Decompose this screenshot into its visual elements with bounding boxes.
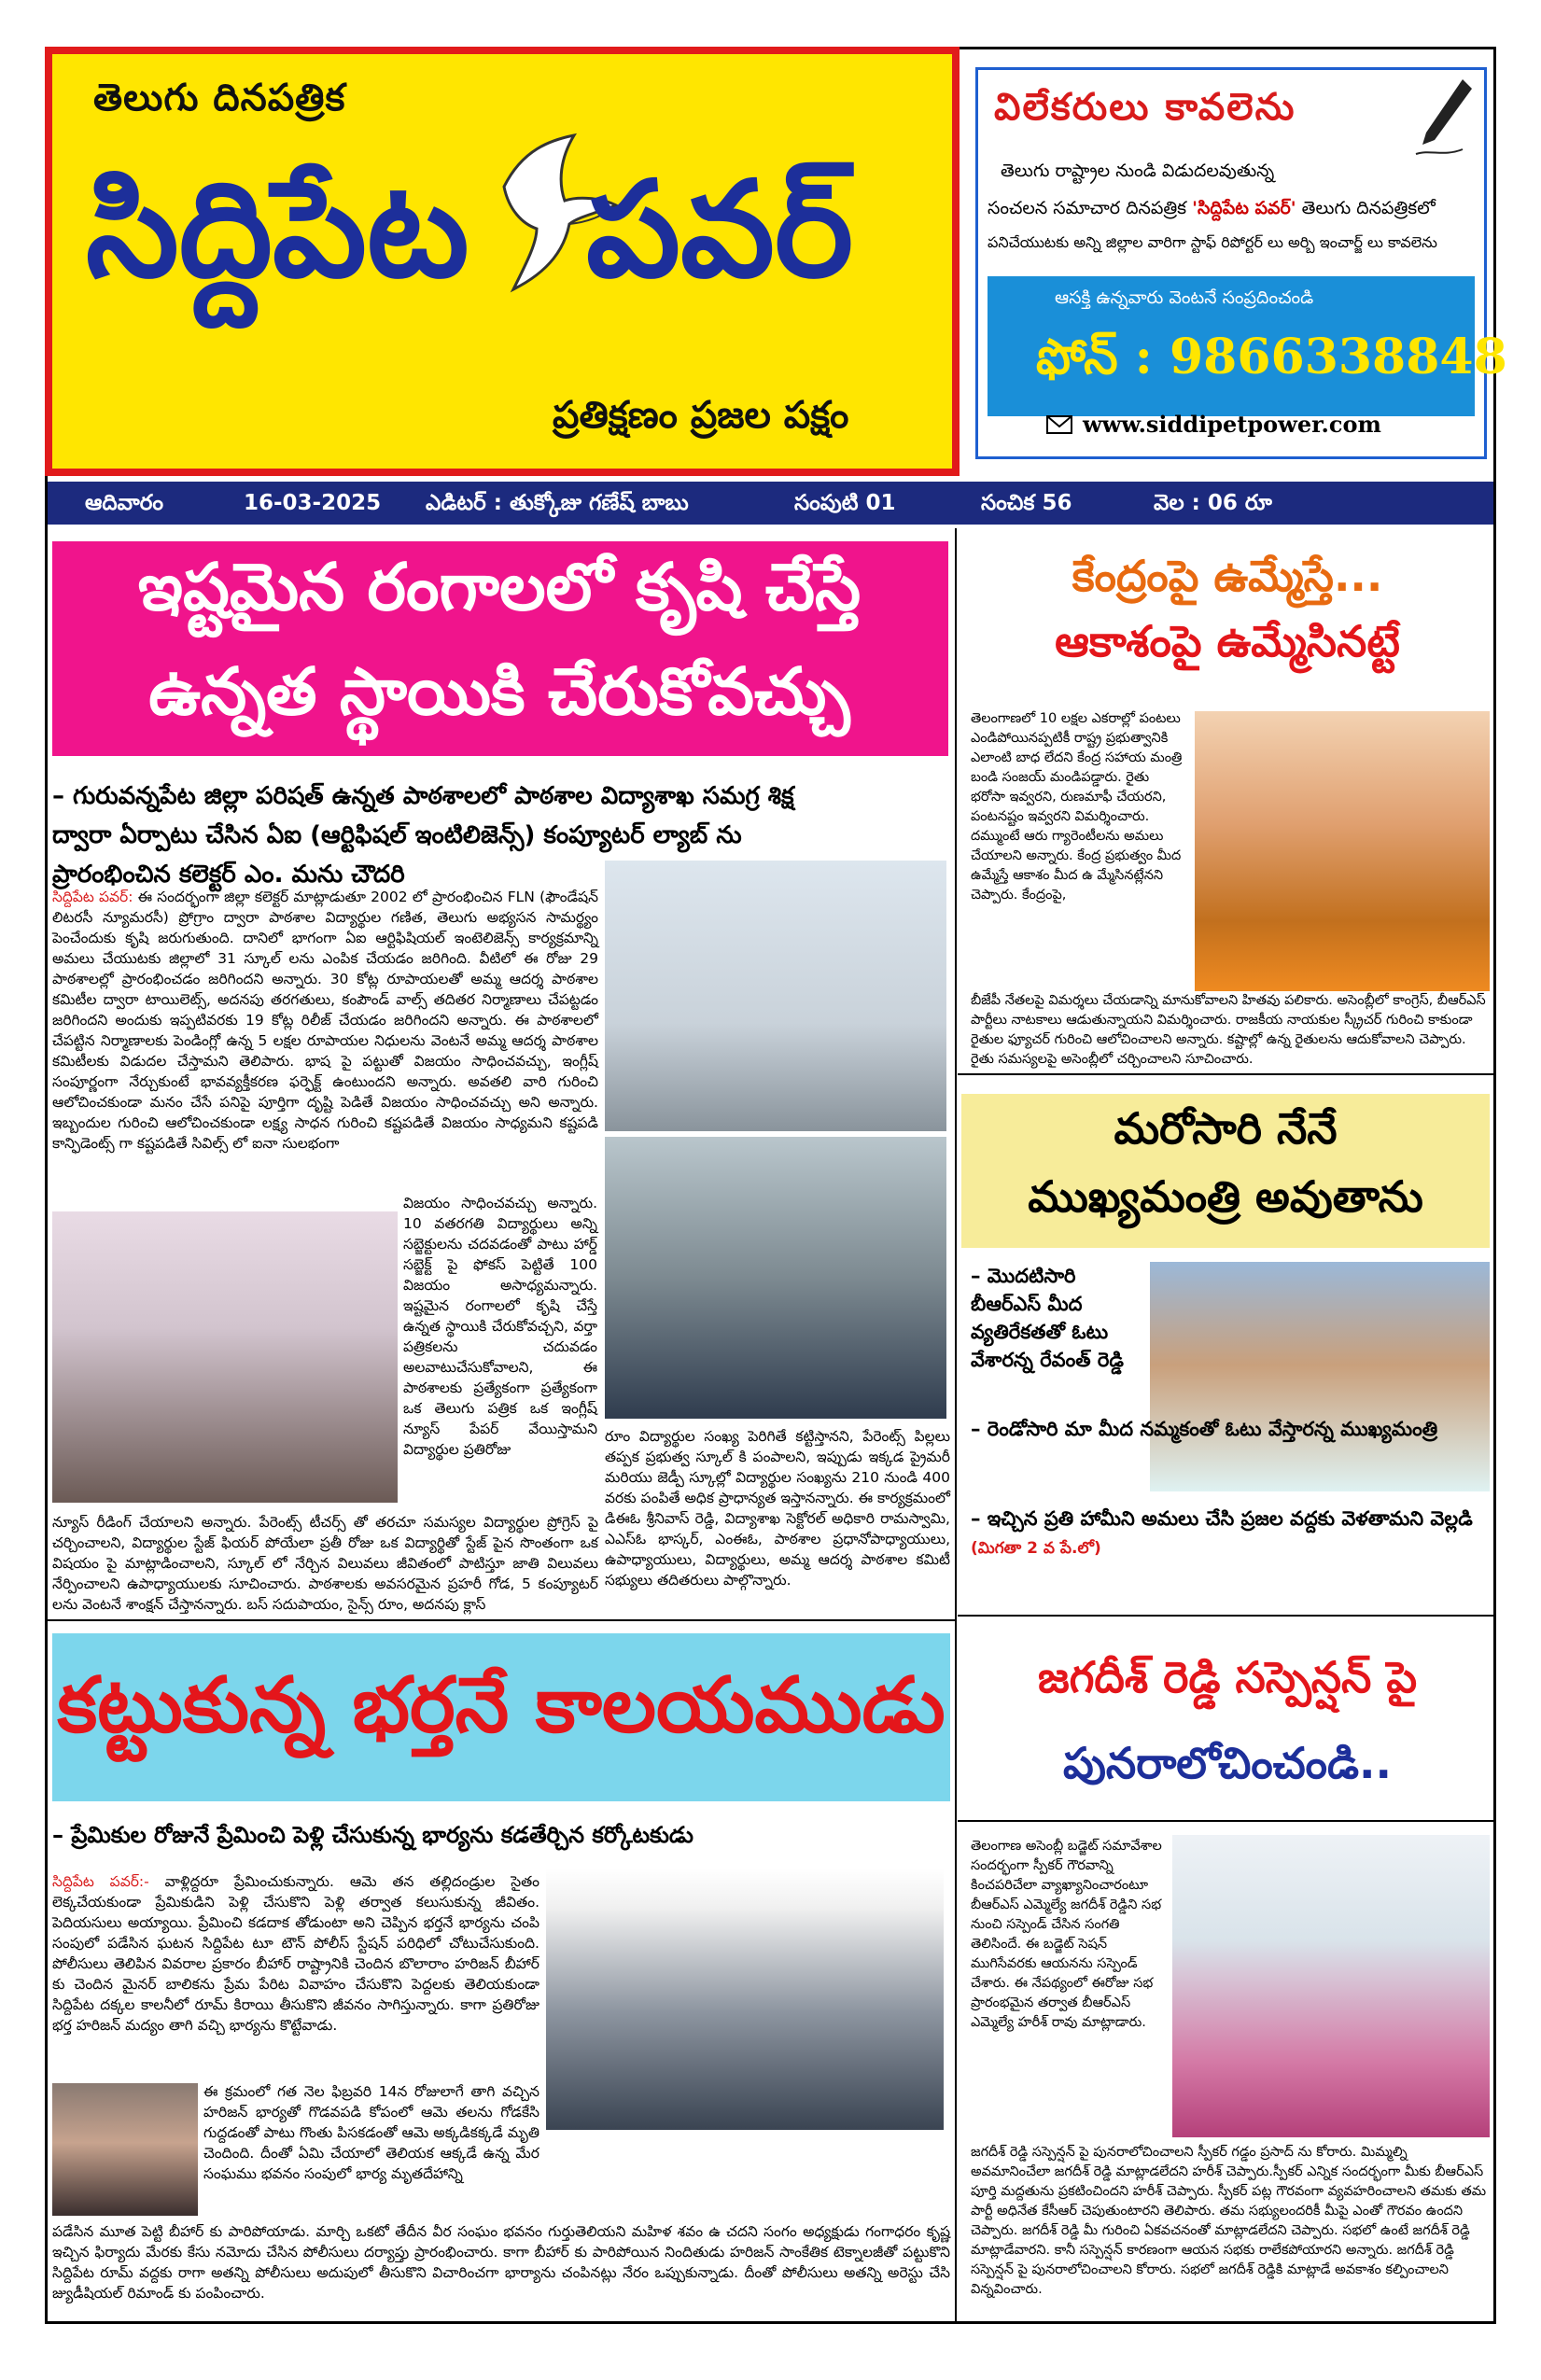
news-photo-students-officials: [52, 1211, 398, 1503]
masthead-name-part1: సిద్దిపేట: [86, 152, 469, 307]
article4-bullet3-text: – ఇచ్చిన ప్రతి హామీని అమలు చేసి ప్రజల వద్దకు వెళతామని వెల్లడి: [971, 1507, 1473, 1530]
article1-subhead: – గురువన్నపేట జిల్లా పరిషత్ ఉన్నత పాఠశాలలో పాఠశాల విద్యాశాఖ సమగ్ర శిక్ష ద్వారా ఏర్పాటు చేసిన ఏఐ (ఆర్టిఫిషల్ ఇంటిలిజెన్స్) కంప్యూటర్ ల్యాబ్ ను ప్రారంభించిన కలెక్టర్ ఎం. మను చౌదరి: [52, 782, 794, 889]
article1-headline-line2: ఉన్నత స్థాయికి చేరుకోవచ్చు: [148, 653, 850, 730]
article3-body: తెలంగాణలో 10 లక్షల ఎకరాల్లో పంటలు ఎండిపోయినప్పటికీ రాష్ట్ర ప్రభుత్వానికి ఎలాంటి బాధ లేదని కేంద్ర సహాయ మంత్రి బండి సంజయ్ మండిపడ్డారు. రైతు భరోసా ఇవ్వరని, రుణమాఫీ చేయరని, పంటనష్టం ఇవ్వరని విమర్శించారు. దమ్ముంటే ఆరు గ్యారెంటీలను అమలు చేయాలని అన్నారు. కేంద్ర ప్రభుత్వం మీద ఉమ్మేస్తే ఆకాశం మీద ఉ మ్మేసినట్లేనని చెప్పారు. కేంద్రంపై,: [971, 711, 1183, 903]
article4-headline-line1: మరోసారి నేనే: [1114, 1103, 1338, 1154]
masthead-tagline: ప్రతిక్షణం ప్రజల పక్షం: [553, 394, 849, 437]
article2-body-2: ఈ క్రమంలో గత నెల ఫిబ్రవరి 14న రోజులాగే తాగి వచ్చిన హరిజన్ భార్యతో గొడవపడి కోపంలో ఆమె తలను గోడకేసి గుద్దడంతో పాటు గొంతు పిసకడంతో ఆమె అక్కడికక్కడే మృతి చెందింది. దీంతో ఏమి చేయాలో తెలియక ఆక్కడే ఉన్న మేర సంఘము భవనం సంపులో భార్య మృతదేహాన్ని: [203, 2083, 539, 2182]
news-photo-ai-lab-inauguration: [605, 861, 946, 1131]
article4-headline-line2: ముఖ్యమంత్రి అవుతాను: [1028, 1171, 1423, 1222]
article1-body-4: రూం విద్యార్థుల సంఖ్య పెరిగితే కట్టిస్తానని, పేరెంట్స్ పిల్లలు తప్పక ప్రభుత్వ స్కూల్ కి పంపాలని, ఇప్పుడు ఇక్కడ ప్రైమరీ మరియు జెడ్పీ స్కూల్లో విద్యార్థుల సంఖ్యను 210 నుండి 400 వరకు పంపితే అధిక ప్రాధాన్యత ఇస్తానన్నారు. ఈ కార్యక్రమంలో డిఈఓ శ్రీనివాస్ రెడ్డి, విద్యాశాఖ సెక్టోరల్ అధికారి రామస్వామి, ఎఎస్ఓ భాస్కర్, ఎంఈఓ, పాఠశాల ప్రధానోపాధ్యాయులు, ఉపాధ్యాయులు, విద్యార్థులు, అమ్మ ఆదర్శ పాఠశాల కమిటీ సభ్యులు తదితరులు పాల్గొన్నారు.: [605, 1428, 950, 1589]
article3-headline-line2: ఆకాశంపై ఉమ్మేసినట్టే: [1055, 616, 1400, 666]
divider: [958, 1820, 1493, 1822]
article5-headline-line2: పునరాలోచించండి..: [1063, 1738, 1392, 1788]
article1-headline-line1: ఇష్టమైన రంగాలలో కృషి చేస్తే: [137, 549, 862, 625]
advert-line2-name: 'సిద్దిపేట పవర్': [1192, 198, 1296, 218]
issue-date: 16-03-2025: [244, 491, 382, 515]
article2-byline: సిద్దిపేట పవర్:-: [52, 1873, 149, 1890]
column-divider: [955, 528, 957, 2322]
news-photo-police-press-meet: [546, 1869, 944, 2130]
advert-line2: [988, 198, 1436, 223]
article2-body-3: పడేసిన మూత పెట్టి బీహార్ కు పారిపోయాడు. మార్చి ఒకటో తేదీన వీర సంఘం భవనం గుర్తుతెలియని మహిళ శవం ఉ చదని సంగం అధ్యక్షుడు గంగాధరం కృష్ణ ఇచ్చిన ఫిర్యాదు మేరకు కేసు నమోదు చేసిన పోలీసులు దర్యాప్తు ప్రారంభించారు. కాగా బీహార్ కు పారిపోయిన నిందితుడు హరిజన్ సాంకేతిక టెక్నాలజీతో పట్టుకొని సిద్దిపేట రూమ్ వద్దకు రాగా అతన్ని పోలీసులు అదుపులో తీసుకొని విచారించగా భార్యాను చంపినట్లు నేరం ఒప్పుకున్నాడు. దీంతో పోలీసులు అతన్ని అరెస్టు చేసి జ్యుడీషియల్ రిమాండ్ కు పంపించారు.: [52, 2223, 950, 2302]
masthead-subtitle: తెలుగు దినపత్రిక: [93, 77, 346, 119]
article5-body-2: జగదీశ్ రెడ్డి సస్పెన్షన్ పై పునరాలోచించాలని స్పీకర్ గడ్డం ప్రసాద్ ను కోరారు. మిమ్మల్ని అవమానించేలా జగదీశ్ రెడ్డి మాట్లాడలేదని హరీశ్ చెప్పారు.స్పీకర్ ఎన్నిక సందర్భంగా మీకు బీఆర్ఎస్ పూర్తి మద్దతును ప్రకటించిందని హరీశ్ చెప్పారు. స్పీకర్ పట్ల గౌరవంగా వ్యవహరించాలని తమకు తమ పార్టీ అధినేత కేసీఆర్ చెపుతుంటారని తెలిపారు. తమ సభ్యులందరికీ మీపై ఎంతో గౌరవం ఉందని చెప్పారు. జగదీశ్ రెడ్డి మీ గురించి ఏకవచనంతో మాట్లాడలేదని చెప్పారు. సభలో ఉంటే జగదీశ్ రెడ్డి మాట్లాడేవారని. కానీ సస్పెన్షన్ కారణంగా ఆయన సభకు రాలేకపోయారని అన్నారు. జగదీశ్ రెడ్డి సస్పెన్షన్ పై పునరాలోచించాలని కోరారు. సభలో జగదీశ్ రెడ్డికి మాట్లాడే అవకాశం కల్పించాలని విన్నవించారు.: [971, 2145, 1487, 2297]
pen-icon: [1411, 75, 1477, 159]
article5-headline-line1: జగదీశ్ రెడ్డి సస్పెన్షన్ పై: [1037, 1652, 1418, 1702]
price: వెల : 06 రూ: [1154, 491, 1272, 515]
article2-body: [52, 1871, 539, 2036]
advert-phone: ఫోన్ : 9866338848: [1036, 329, 1507, 385]
news-photo-bandi-sanjay: [1195, 711, 1490, 991]
editor-name: ఎడిటర్ : తుక్కోజు గణేష్ బాబు: [426, 491, 689, 515]
article3-body-2: బీజేపీ నేతలపై విమర్శలు చేయడాన్ని మానుకోవాలని హితవు పలికారు. అసెంబ్లీలో కాంగ్రెస్, బీఆర్ఎస్ పార్టీలు నాటకాలు ఆడుతున్నాయని విమర్శించారు. రాజకీయ నాయకుల స్క్రీచర్ గురించి కాకుండా రైతుల ఫ్యూచర్ గురించి ఆలోచించాలని అన్నారు. కష్టాల్లో ఉన్న రైతులను ఆదుకోవాలని చెప్పారు. రైతు సమస్యలపై అసెంబ్లీలో చర్చించాలని సూచించారు.: [971, 993, 1486, 1067]
advert-cta: ఆసక్తి ఉన్నవారు వెంటనే సంప్రదించండి: [1055, 287, 1314, 308]
advert-line2-prefix: సంచలన సమాచార దినపత్రిక: [988, 198, 1187, 218]
divider: [958, 1615, 1493, 1617]
news-photo-revanth-reddy: [1150, 1262, 1490, 1491]
news-photo-harish-rao: [1172, 1835, 1490, 2137]
article4-bullet2: – రెండోసారి మా మీద నమ్మకంతో ఓటు వేస్తారన్న ముఖ్యమంత్రి: [971, 1418, 1438, 1440]
article2-subhead: – ప్రేమికుల రోజునే ప్రేమించి పెళ్లి చేసుకున్న భార్యను కడతేర్చిన కర్కోటకుడు: [52, 1822, 693, 1848]
volume-number: సంపుటి 01: [794, 491, 896, 515]
article4-bullet1: – మొదటిసారి బీఆర్ఎస్ మీద వ్యతిరేకతతో ఓటు వేశారన్న రేవంత్ రెడ్డి: [971, 1265, 1124, 1371]
article1-body-text: ఈ సందర్భంగా జిల్లా కలెక్టర్ మాట్లాడుతూ 2002 లో ప్రారంభించిన FLN (ఫౌండేషన్ లిటరసీ న్యూమరసీ) ప్రోగ్రాం ద్వారా పాఠశాల విద్యార్థుల గణిత, తెలుగు అభ్యసన సామర్థ్యం పెంచేందుకు కృషి జరుగుతుంది. దానిలో భాగంగా ఏఐ ఆర్టిఫిషియల్ ఇంటెలిజెన్స్ కార్యక్రమాన్ని అమలు చేయుటకు జిల్లాలో 31 స్కూల్ లను ఎంపిక చేయడం జరిగింది. వీటిలో ఈ రోజు 29 పాఠశాలల్లో ప్రారంభించడం జరిగిందని అన్నారు. 30 కోట్ల రూపాయలతో అమ్మ ఆదర్శ పాఠశాల కమిటీల ద్వారా టాయిలెట్స్, అదనపు తరగతులు, కంపౌండ్ వాల్స్ తదితర నిర్మాణాలు చేపట్టడం జరిగిందని అందుకు ఇప్పటివరకు 19 కోట్ల రిలీజ్ చేయడం జరిగిందని అన్నారు. ఈ పాఠశాలలో చేపట్టిన నిర్మాణాలకు పెండింగ్లో ఉన్న 5 లక్షల రూపాయల నిధులను వెంటనే అమ్మ ఆదర్శ పాఠశాల కమిటీలకు విడుదల చేస్తామని తెలిపారు. భాష పై పట్టుతో విజయం సాధించవచ్చు, ఇంగ్లీష్ సంపూర్ణంగా నేర్చుకుంటే భావవ్యక్తీకరణ ఫర్ఫెక్ట్ ఉంటుందని అన్నారు. అవతలి వారి గురించి ఆలోచించకుండా మనం చేసే పనిపై పూర్తిగా దృష్టి పెడితే విజయం సాధించవచ్చు అని అన్నారు. ఇబ్బందుల గురించి ఆలోచించకుండా లక్ష్య సాధన గురించి కష్టపడితే విజయం సాధ్యమని కష్టపడి కాన్ఫిడెంట్స్ గా కష్టపడితే సివిల్స్ లో ఐనా సులభంగా: [52, 889, 598, 1152]
issue-number: సంచిక 56: [981, 491, 1072, 515]
article1-body-2: విజయం సాధించవచ్చు అన్నారు. 10 వతరగతి విద్యార్థులు అన్ని సబ్జెక్టులను చదవడంతో పాటు హార్డ్ సబ్జెక్ట్ పై ఫోకస్ పెట్టితే 100 విజయం అసాధ్యమన్నారు. ఇష్టమైన రంగాలలో కృషి చేస్తే ఉన్నత స్థాయికి చేరుకోవచ్చని, వర్తా పత్రికలను చదువడం అలవాటుచేసుకోవాలని, ఈ పాఠశాలకు ప్రత్యేకంగా ప్రత్యేకంగా ఒక తెలుగు పత్రిక ఒక ఇంగ్లీష్ న్యూస్ పేపర్ వేయిస్తామని విద్యార్థుల ప్రతిరోజు: [403, 1195, 597, 1458]
article5-body: తెలంగాణ అసెంబ్లీ బడ్జెట్ సమావేశాల సందర్భంగా స్పీకర్ గౌరవాన్ని కించపరిచేలా వ్యాఖ్యానించారంటూ బీఆర్ఎస్ ఎమ్మెల్యే జగదీశ్ రెడ్డిని సభ నుంచి సస్పెండ్ చేసిన సంగతి తెలిసిందే. ఈ బడ్జెట్ సెషన్ ముగిసేవరకు ఆయనను సస్పెండ్ చేశారు. ఈ నేపథ్యంలో ఈరోజు సభ ప్రారంభమైన తర్వాత బీఆర్ఎస్ ఎమ్మెల్యే హరీశ్ రావు మాట్లాడారు.: [971, 1839, 1162, 2030]
mail-icon: [1045, 411, 1073, 437]
advert-line3: పనిచేయుటకు అన్ని జిల్లాల వారిగా స్టాఫ్ రిపోర్టర్ లు అర్బి ఇంచార్జ్ లు కావలెను: [988, 233, 1437, 251]
advert-line2-suffix: తెలుగు దినపత్రికలో: [1301, 198, 1436, 218]
article1-byline: సిద్దిపేట పవర్:: [52, 889, 133, 905]
divider: [48, 1619, 955, 1621]
info-bar: [48, 482, 1493, 525]
news-photo-computer-lab: [605, 1137, 946, 1419]
news-photo-victim-portrait: [52, 2083, 198, 2216]
advert-website[interactable]: www.siddipetpower.com: [1083, 411, 1381, 438]
article3-headline-line1: కేంద్రంపై ఉమ్మేస్తే...: [1072, 551, 1383, 601]
article4-bullet3: [971, 1505, 1484, 1562]
advert-title: విలేకరులు కావలెను: [994, 86, 1296, 129]
article2-body-text: వాళ్లిద్దరూ ప్రేమించుకున్నారు. ఆమె తన తల్లిదండ్రుల సైతం లెక్కచేయకుండా ప్రేమికుడిని పెళ్లి చేసుకొని పెళ్లి తర్వాత కలుసుకున్న జీవితం. పెదియసులు అయ్యాయి. ప్రేమించి కడదాక తోడుంటా అని చెప్పిన భర్తనే భార్యను చంపి సంపులో పడేసిన ఘటన సిద్దిపేట టూ టౌన్ పోలీస్ స్టేషన్ పరిధిలో చోటుచేసుకుంది. పోలీసులు తెలిపిన వివరాల ప్రకారం బీహార్ రాష్ట్రానికి చెందిన బొలారాం హరిజన్ బీహార్ కు చెందిన మైనర్ బాలికను ప్రేమ పేరిట వివాహం చేసుకొని పెద్దలకు తెలియకుండా సిద్దిపేట దక్కల కాలనీలో రూమ్ కిరాయి తీసుకొని జీవనం సాగిస్తున్నారు. కాగా ప్రతిరోజు భర్త హరిజన్ మద్యం తాగి వచ్చి భార్యను కొట్టేవాడు.: [52, 1873, 539, 2034]
advert-line1: తెలుగు రాష్ట్రాల నుండి విడుదలవుతున్న: [1001, 161, 1275, 181]
article1-body: [52, 887, 598, 1154]
issue-day: ఆదివారం: [85, 491, 163, 515]
article1-body-3: న్యూస్ రీడింగ్ చేయాలని అన్నారు. పేరెంట్స్ టీచర్స్ తో తరచూ సమస్యల విద్యార్థుల ప్రోగ్రెస్ పై చర్చించాలని, విద్యార్థుల స్టేజ్ ఫియర్ పోయేలా ప్రతీ రోజు ఒక విద్యార్థితో స్టేజ్ పైన సొంతంగా ఒక విషయం పై మాట్లాడించాలని, స్కూల్ లో నేర్చిన విలువలు జీవితంలో పాటిస్తూ జాతి విలువలు నేర్పించాలని ఉపాధ్యాయులకు సూచించారు. పాఠశాలకు అవసరమైన ప్రహరీ గోడ, 5 కంప్యూటర్ లను వెంటనే శాంక్షన్ చేస్తానన్నారు. బస్ సదుపాయం, సైన్స్ రూం, అదనపు క్లాస్: [52, 1514, 598, 1613]
article2-headline: కట్టుకున్న భర్తనే కాలయముడు: [57, 1661, 946, 1750]
continued-note: (మిగతా 2 వ పే.లో): [971, 1539, 1101, 1558]
masthead-name-part2: పవర్: [586, 152, 854, 307]
divider: [958, 1073, 1493, 1075]
